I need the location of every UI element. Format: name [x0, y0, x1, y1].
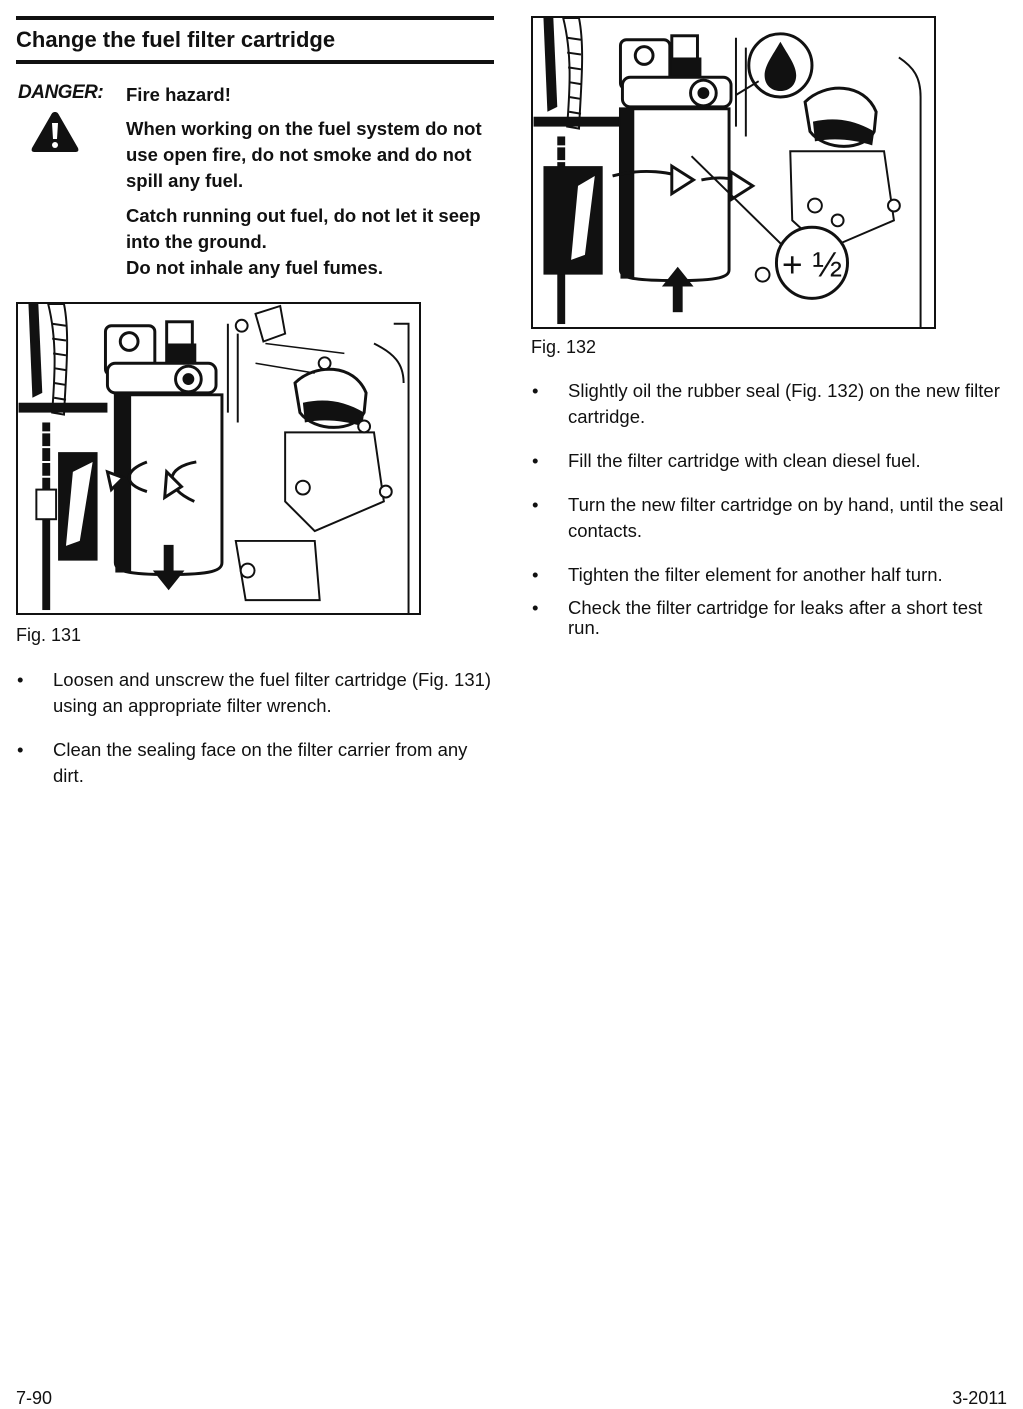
left-column — [16, 16, 494, 282]
figure-132 — [531, 16, 936, 329]
fuel-filter-install-illustration — [533, 18, 934, 327]
left-instruction-list — [16, 667, 494, 807]
right-instruction-list — [531, 378, 1011, 656]
danger-line-2: Catch running out fuel, do not let it seep into the ground. — [126, 205, 481, 252]
half-turn-callout-text: + ½ — [781, 244, 843, 285]
page-number: 7-90 — [16, 1388, 53, 1408]
list-item: • Clean the sealing face on the filter carrier from any dirt. — [17, 739, 468, 786]
danger-label: DANGER: — [18, 82, 104, 103]
list-item: • Turn the new filter cartridge on by hand, until the seal contacts. — [532, 494, 1004, 541]
revision-date: 3-2011 — [952, 1388, 1007, 1408]
danger-line-1: When working on the fuel system do not use open fire, do not smoke and do not spill any fuel. — [126, 118, 482, 191]
fuel-filter-removal-illustration — [18, 304, 419, 613]
danger-heading: Fire hazard! — [126, 84, 231, 105]
figure-131-caption: Fig. 131 — [16, 625, 82, 645]
list-item: • Check the filter cartridge for leaks after a short test run. — [532, 597, 983, 638]
section-header — [16, 16, 494, 64]
oil-drop-icon — [749, 34, 812, 97]
figure-131 — [16, 302, 421, 615]
danger-text — [126, 82, 496, 281]
list-item: • Fill the filter cartridge with clean diesel fuel. — [532, 450, 921, 471]
warning-triangle-icon — [30, 110, 80, 154]
danger-line-3: Do not inhale any fuel fumes. — [126, 257, 383, 278]
list-item: • Tighten the filter element for another half turn. — [532, 564, 943, 585]
section-title: Change the fuel filter cartridge — [16, 27, 336, 52]
figure-132-caption: Fig. 132 — [531, 337, 597, 357]
list-item: • Slightly oil the rubber seal (Fig. 132) on the new filter cartridge. — [532, 380, 1000, 427]
danger-notice — [16, 82, 494, 282]
list-item: • Loosen and unscrew the fuel filter cartridge (Fig. 131) using an appropriate filter wrench. — [17, 669, 492, 716]
